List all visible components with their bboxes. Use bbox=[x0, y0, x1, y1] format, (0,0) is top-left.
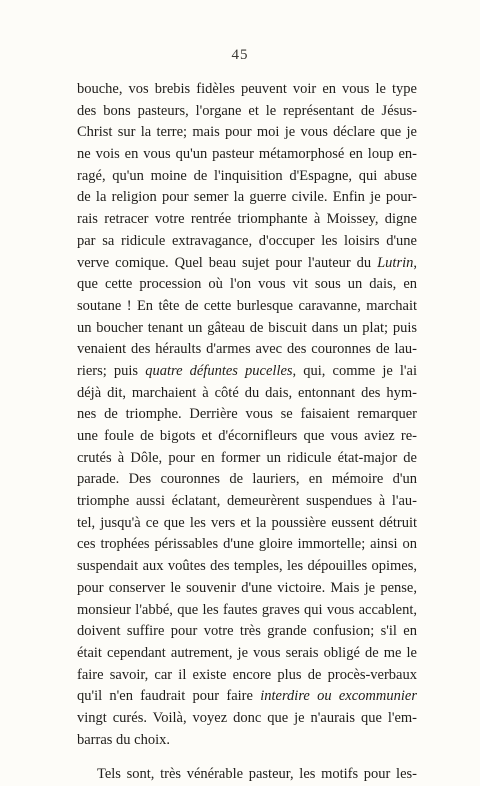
text-line bbox=[77, 383, 417, 405]
text-segment: Christ sur la terre; mais pour moi je vous déclare que je bbox=[77, 124, 417, 141]
text-line bbox=[77, 469, 417, 491]
text-line bbox=[77, 764, 417, 786]
text-segment: par sa ridicule extravagance, d'occuper les loisirs d'une bbox=[77, 232, 417, 249]
text-line bbox=[77, 253, 417, 275]
text-line bbox=[77, 166, 417, 188]
text-line bbox=[77, 513, 417, 535]
italic-text: quatre défuntes pucelles bbox=[145, 362, 293, 379]
text-segment: doivent suffire pour votre très grande confusion; s'il en bbox=[77, 623, 417, 640]
text-segment: que cette procession où l'on vous vit sous un dais, en bbox=[77, 276, 417, 293]
text-segment: , qui, comme je l'ai bbox=[292, 362, 417, 379]
text-segment: barras du choix. bbox=[77, 731, 171, 748]
text-line bbox=[77, 665, 417, 687]
text-segment: ces trophées périssables d'une gloire immortelle; ainsi on bbox=[77, 536, 417, 553]
text-segment: triomphe aussi éclatant, demeurèrent suspendues à l'au- bbox=[77, 493, 417, 510]
italic-text: interdire ou excommunier bbox=[260, 688, 417, 705]
text-line bbox=[77, 578, 417, 600]
text-line bbox=[77, 404, 417, 426]
text-segment: déjà dit, marchaient à côté du dais, entonnant des hym- bbox=[77, 384, 417, 401]
text-segment: riers; puis bbox=[77, 362, 146, 379]
text-segment: pour conserver le souvenir d'une victoire. Mais je pense, bbox=[77, 579, 417, 596]
italic-text: Lutrin bbox=[377, 254, 414, 271]
text-segment: ne vois en vous qu'un pasteur métamorphosé en loup en- bbox=[77, 146, 417, 163]
text-line bbox=[77, 361, 417, 383]
text-segment: nes de triomphe. Derrière vous se faisaient remarquer bbox=[77, 406, 417, 423]
text-line bbox=[77, 730, 417, 752]
text-segment: rais retracer votre rentrée triomphante à Moissey, digne bbox=[77, 211, 417, 228]
text-line bbox=[77, 101, 417, 123]
text-line bbox=[77, 621, 417, 643]
text-line bbox=[77, 187, 417, 209]
text-segment: Tels sont, très vénérable pasteur, les motifs pour les- bbox=[97, 766, 417, 783]
text-segment: des bons pasteurs, l'organe et le représentant de Jésus- bbox=[77, 102, 417, 119]
text-segment: une foule de bigots et d'écornifleurs que vous aviez re- bbox=[77, 428, 417, 444]
text-segment: faire savoir, car il existe encore plus de procès-verbaux bbox=[77, 666, 417, 683]
page-number: 45 bbox=[231, 47, 249, 63]
text-segment: venaient des héraults d'armes avec des couronnes de lau- bbox=[77, 341, 417, 358]
text-segment: soutane ! En tête de cette burlesque caravanne, marchait bbox=[77, 297, 417, 314]
text-line bbox=[77, 448, 417, 470]
text-segment: , bbox=[413, 254, 417, 271]
text-line bbox=[77, 426, 417, 448]
text-line bbox=[77, 79, 417, 101]
text-line bbox=[77, 339, 417, 361]
text-line bbox=[77, 318, 417, 340]
text-line bbox=[77, 491, 417, 513]
body-text bbox=[77, 79, 417, 786]
text-segment: suspendait aux voûtes des temples, les dépouilles opimes, bbox=[77, 558, 417, 575]
text-line bbox=[77, 231, 417, 253]
text-line bbox=[77, 686, 417, 708]
text-line bbox=[77, 600, 417, 622]
text-segment: monsieur l'abbé, que les fautes graves qui vous accablent, bbox=[77, 601, 417, 618]
text-line bbox=[77, 643, 417, 665]
text-segment: bouche, vos brebis fidèles peuvent voir en vous le type bbox=[77, 81, 417, 97]
text-line bbox=[77, 144, 417, 166]
text-line bbox=[77, 556, 417, 578]
text-segment: parade. Des couronnes de lauriers, en mémoire d'un bbox=[77, 471, 417, 488]
text-segment: qu'il n'en faudrait pour faire bbox=[77, 688, 261, 705]
text-segment: de la religion pour semer la guerre civile. Enfin je pour- bbox=[77, 189, 417, 206]
text-line bbox=[77, 274, 417, 296]
text-segment: tel, jusqu'à ce que les vers et la poussière eussent détruit bbox=[77, 514, 417, 531]
text-line bbox=[77, 122, 417, 144]
text-segment: un boucher tenant un gâteau de biscuit dans un plat; puis bbox=[77, 319, 417, 336]
text-line bbox=[77, 296, 417, 318]
text-segment: verve comique. Quel beau sujet pour l'auteur du bbox=[77, 254, 378, 271]
text-segment: vingt curés. Voilà, voyez donc que je n'aurais que l'em- bbox=[77, 709, 417, 726]
text-segment: ragé, qu'un moine de l'inquisition d'Espagne, qui abuse bbox=[77, 167, 417, 184]
text-line bbox=[77, 209, 417, 231]
text-segment: était cependant autrement, je vous serais obligé de me le bbox=[77, 644, 417, 661]
text-line bbox=[77, 708, 417, 730]
text-segment: crutés à Dôle, pour en former un ridicule état-major de bbox=[77, 449, 417, 466]
text-line bbox=[77, 534, 417, 556]
